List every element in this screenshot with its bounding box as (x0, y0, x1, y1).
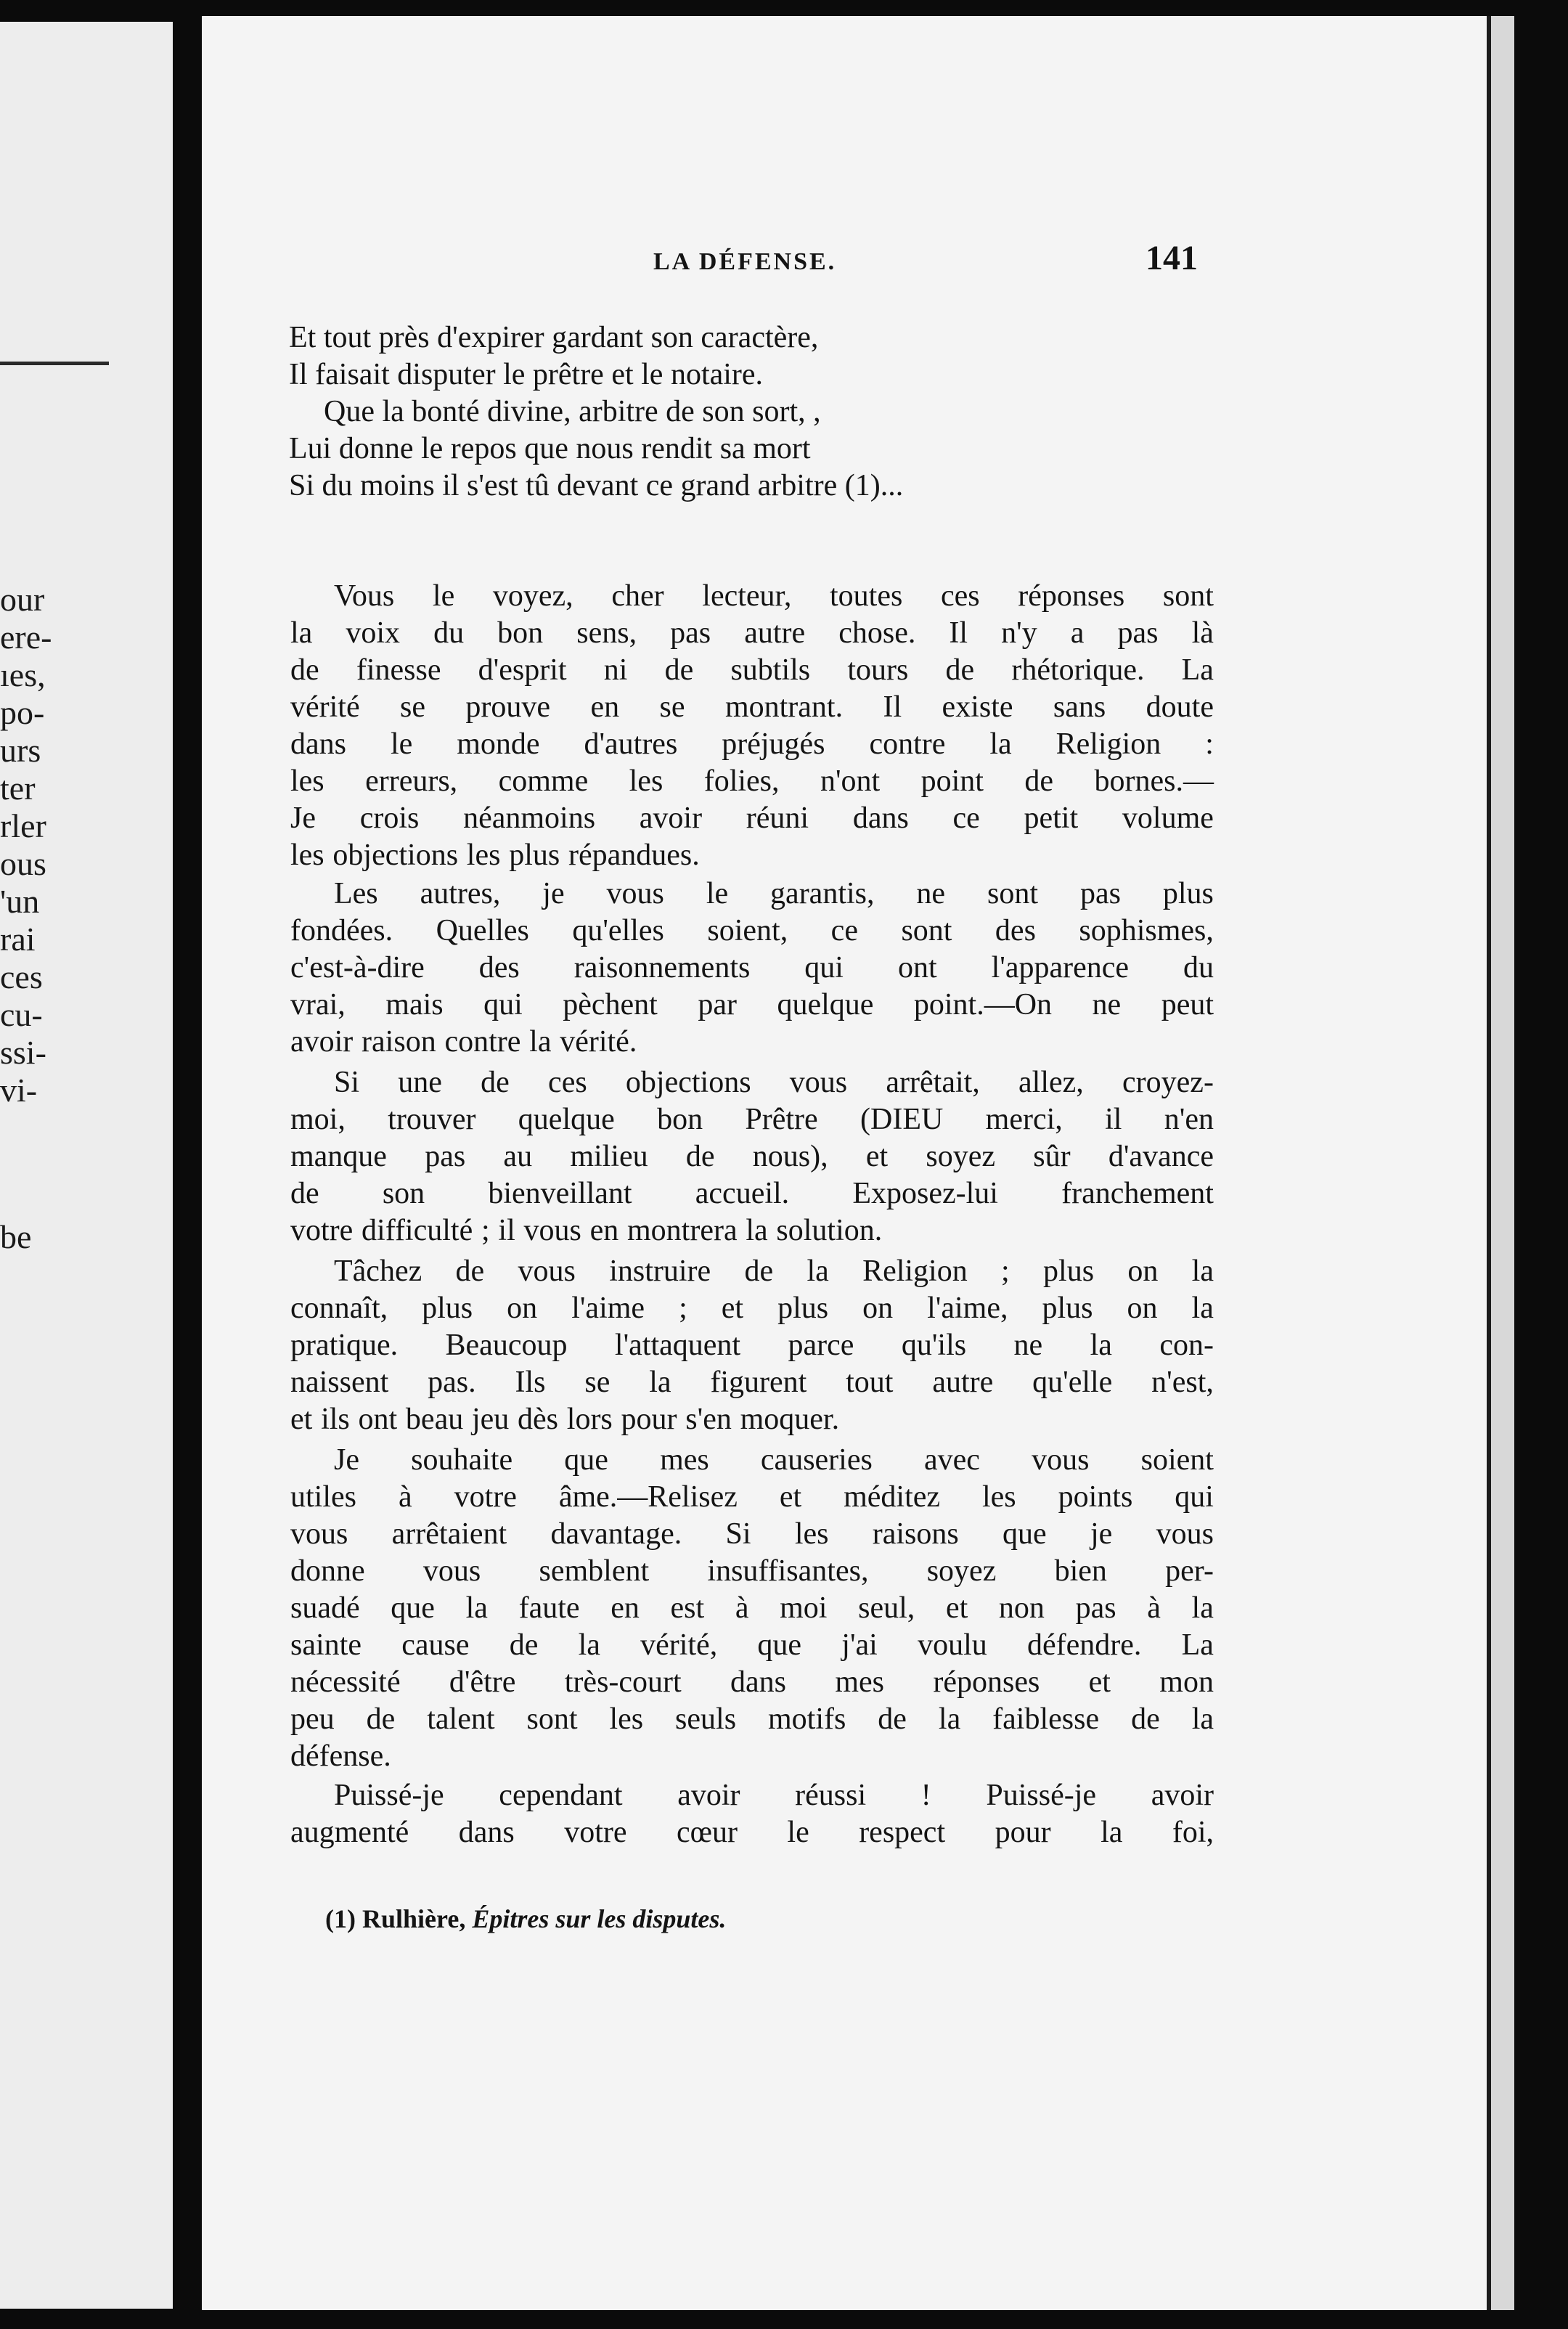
text-line: utiles à votre âme.—Relisez et méditez les points qui (290, 1480, 1214, 1514)
left-page-fragment: ere- (0, 619, 52, 656)
verse-line: Lui donne le repos que nous rendit sa mort (289, 432, 811, 465)
footnote-work: Épitres sur les disputes. (472, 1904, 727, 1933)
text-line: connaît, plus on l'aime ; et plus on l'aime, plus on la (290, 1292, 1214, 1325)
left-facing-page (0, 22, 173, 2309)
text-line: avoir raison contre la vérité. (290, 1025, 637, 1059)
paragraph (290, 578, 1214, 874)
left-page-fragment: rai (0, 921, 36, 958)
page-number: 141 (1146, 239, 1198, 277)
paragraph (290, 1253, 1214, 1438)
text-line: défense. (290, 1739, 391, 1773)
text-line: c'est-à-dire des raisonnements qui ont l'apparence du (290, 951, 1214, 984)
running-title: LA DÉFENSE. (653, 248, 837, 275)
left-page-fragment: ıes, (0, 656, 46, 693)
text-line: augmenté dans votre cœur le respect pour la foi, (290, 1816, 1214, 1849)
text-line: vrai, mais qui pèchent par quelque point.—On ne peut (290, 988, 1214, 1021)
left-page-rule (0, 362, 109, 365)
text-line: suadé que la faute en est à moi seul, et non pas à la (290, 1591, 1214, 1625)
left-page-fragment: po- (0, 694, 45, 731)
paragraph (290, 876, 1214, 1061)
text-line: Je souhaite que mes causeries avec vous soient (334, 1443, 1214, 1477)
text-line: naissent pas. Ils se la figurent tout autre qu'elle n'est, (290, 1366, 1214, 1399)
text-line: dans le monde d'autres préjugés contre la Religion : (290, 727, 1214, 761)
text-line: la voix du bon sens, pas autre chose. Il n'y a pas là (290, 616, 1214, 650)
text-line: votre difficulté ; il vous en montrera la solution. (290, 1214, 883, 1247)
verse-line: Si du moins il s'est tû devant ce grand arbitre (1)... (289, 469, 904, 502)
text-line: de finesse d'esprit ni de subtils tours de rhétorique. La (290, 653, 1214, 687)
paragraph (290, 1777, 1214, 1851)
footnote-marker: (1) (325, 1904, 356, 1933)
page-edge (1487, 16, 1514, 2310)
text-line: nécessité d'être très-court dans mes réponses et mon (290, 1665, 1214, 1699)
text-line: Si une de ces objections vous arrêtait, allez, croyez- (334, 1066, 1214, 1099)
footnote-author: Rulhière, (362, 1904, 466, 1933)
text-line: les erreurs, comme les folies, n'ont point de bornes.— (290, 764, 1214, 798)
left-page-fragment: cu- (0, 996, 43, 1033)
left-page-fragment: ces (0, 958, 43, 995)
text-line: donne vous semblent insuffisantes, soyez bien per- (290, 1554, 1214, 1588)
left-page-fragment: urs (0, 732, 41, 769)
text-line: manque pas au milieu de nous), et soyez sûr d'avance (290, 1140, 1214, 1173)
left-page-fragment: rler (0, 807, 46, 844)
left-page-fragment: vi- (0, 1072, 38, 1109)
paragraph (290, 1064, 1214, 1249)
left-page-fragment: ous (0, 845, 46, 882)
text-line: vous arrêtaient davantage. Si les raisons que je vous (290, 1517, 1214, 1551)
verse-line: Et tout près d'expirer gardant son caractère, (289, 321, 819, 354)
text-line: Vous le voyez, cher lecteur, toutes ces réponses sont (334, 579, 1214, 613)
left-page-fragment: ssi- (0, 1034, 46, 1071)
text-line: les objections les plus répandues. (290, 839, 700, 872)
text-line: Puissé-je cependant avoir réussi ! Puissé-je avoir (334, 1779, 1214, 1812)
text-line: moi, trouver quelque bon Prêtre (DIEU merci, il n'en (290, 1103, 1214, 1136)
text-line: peu de talent sont les seuls motifs de la faiblesse de la (290, 1702, 1214, 1736)
text-line: Je crois néanmoins avoir réuni dans ce petit volume (290, 802, 1214, 835)
text-line: fondées. Quelles qu'elles soient, ce sont des sophismes, (290, 914, 1214, 947)
paragraph (290, 1442, 1214, 1775)
text-line: Les autres, je vous le garantis, ne sont pas plus (334, 877, 1214, 910)
text-line: sainte cause de la vérité, que j'ai voulu défendre. La (290, 1628, 1214, 1662)
text-line: Tâchez de vous instruire de la Religion ; plus on la (334, 1255, 1214, 1288)
text-line: de son bienveillant accueil. Exposez-lui franchement (290, 1177, 1214, 1210)
text-line: et ils ont beau jeu dès lors pour s'en moquer. (290, 1403, 840, 1436)
text-line: pratique. Beaucoup l'attaquent parce qu'ils ne la con- (290, 1329, 1214, 1362)
footnote (325, 1904, 726, 1934)
left-page-fragment: ter (0, 770, 36, 807)
verse-line: Que la bonté divine, arbitre de son sort, , (324, 395, 821, 428)
text-line: vérité se prouve en se montrant. Il existe sans doute (290, 690, 1214, 724)
left-page-fragment: 'un (0, 883, 40, 920)
left-page-fragment: our (0, 581, 45, 618)
left-page-fragment: be (0, 1218, 32, 1255)
verse-line: Il faisait disputer le prêtre et le notaire. (289, 358, 764, 391)
